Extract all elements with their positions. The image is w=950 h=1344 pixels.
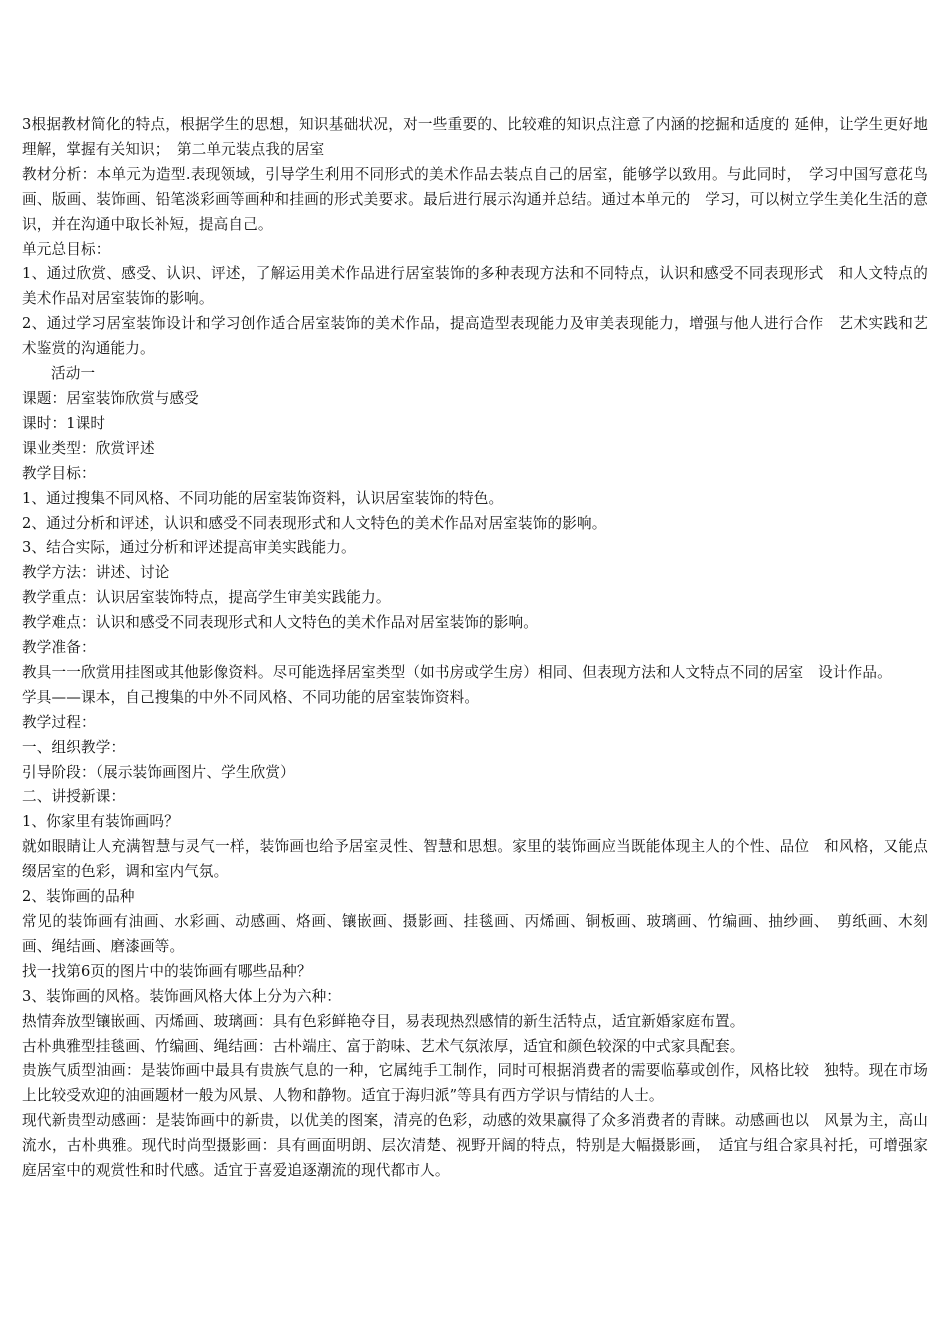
paragraph-decorative-painting-intro: 就如眼睛让人充满智慧与灵气一样，装饰画也给予居室灵性、智慧和思想。家里的装饰画应当既能体现主人的个性、品位 和风格，又能点缀居室的色彩，调和室内气氛。 [22, 838, 928, 881]
step-organize: 一、组织教学： [22, 738, 126, 756]
unit-goal-1: 1、通过欣赏、感受、认识、评述，了解运用美术作品进行居室装饰的多种表现方法和不同特点，认识和感受不同表现形式 和人文特点的美术作品对居室装饰的影响。 [22, 265, 928, 308]
teaching-goal-3: 3、结合实际，通过分析和评述提高审美实践能力。 [22, 539, 356, 557]
teaching-difficulty: 教学难点：认识和感受不同表现形式和人文特色的美术作品对居室装饰的影响。 [22, 614, 539, 632]
teaching-goal-2: 2、通过分析和评述，认识和感受不同表现形式和人文特色的美术作品对居室装饰的影响。 [22, 514, 607, 532]
question-find: 找一找第6页的图片中的装饰画有哪些品种？ [22, 962, 312, 980]
document-body [22, 113, 928, 1184]
heading-activity-one: 活动一 [51, 365, 96, 383]
step-lead-in: 引导阶段：（展示装饰画图片、学生欣赏） [22, 763, 295, 781]
style-noble: 贵族气质型油画：是装饰画中最具有贵族气息的一种，它属纯手工制作，同时可根据消费者的需要临摹或创作，风格比较 独特。现在市场上比较受欢迎的油画题材一般为风景、人物和静物。适宜于海归派”等具有西方学识与情结的人士。 [22, 1062, 928, 1105]
heading-painting-styles: 3、装饰画的风格。装饰画风格大体上分为六种： [22, 987, 342, 1005]
lesson-type: 课业类型：欣赏评述 [22, 439, 155, 457]
unit-goal-2: 2、通过学习居室装饰设计和学习创作适合居室装饰的美术作品，提高造型表现能力及审美表现能力，增强与他人进行合作 艺术实践和艺术鉴赏的沟通能力。 [22, 315, 928, 358]
style-passionate: 热情奔放型镶嵌画、丙烯画、玻璃画：具有色彩鲜艳夺目，易表现热烈感情的新生活特点，适宜新婚家庭布置。 [22, 1012, 745, 1030]
heading-teaching-prep: 教学准备： [22, 639, 96, 657]
teaching-focus: 教学重点：认识居室装饰特点，提高学生审美实践能力。 [22, 589, 391, 607]
teaching-goal-1: 1、通过搜集不同风格、不同功能的居室装饰资料，认识居室装饰的特色。 [22, 489, 504, 507]
heading-teaching-process: 教学过程： [22, 713, 96, 731]
style-modern: 现代新贵型动感画：是装饰画中的新贵，以优美的图案，清亮的色彩，动感的效果赢得了众多消费者的青睐。动感画也以 风景为主，高山流水，古朴典雅。现代时尚型摄影画：具有画面明朗、层次清楚、视野开阔的特点，特别是大幅摄影画， 适宜与组合家具衬托，可增强家庭居室中的观赏性和时代感。适宜于喜爱追逐潮流的现代都市人。 [22, 1112, 928, 1180]
style-classic: 古朴典雅型挂毯画、竹编画、绳结画：古朴端庄、富于韵味、艺术气氛浓厚，适宜和颜色较深的中式家具配套。 [22, 1037, 745, 1055]
paragraph-painting-types: 常见的装饰画有油画、水彩画、动感画、烙画、镶嵌画、摄影画、挂毯画、丙烯画、铜板画、玻璃画、竹编画、抽纱画、 剪纸画、木刻画、绳结画、磨漆画等。 [22, 913, 928, 955]
heading-teaching-goals: 教学目标： [22, 464, 96, 482]
student-materials: 学具——课本，自己搜集的中外不同风格、不同功能的居室装饰资料。 [22, 688, 480, 706]
lesson-hours: 课时：1课时 [22, 414, 106, 432]
question-1: 1、你家里有装饰画吗？ [22, 813, 179, 831]
heading-painting-types: 2、装饰画的品种 [22, 888, 135, 906]
lesson-topic: 课题：居室装饰欣赏与感受 [22, 389, 199, 407]
teaching-method: 教学方法：讲述、讨论 [22, 564, 170, 582]
paragraph-intro: 3根据教材简化的特点，根据学生的思想，知识基础状况，对一些重要的、比较难的知识点注意了内涵的挖掘和适度的 延伸，让学生更好地理解，掌握有关知识； 第二单元装点我的居室 [22, 116, 928, 158]
paragraph-material-analysis: 教材分析：本单元为造型.表现领域，引导学生利用不同形式的美术作品去装点自己的居室，能够学以致用。与此同时， 学习中国写意花鸟画、版画、装饰画、铅笔淡彩画等画种和挂画的形式美要求。最后进行展示沟通并总结。通过本单元的 学习，可以树立学生美化生活的意识，并在沟通中取长补短，提高自己。 [22, 165, 928, 233]
teaching-aids: 教具一一欣赏用挂图或其他影像资料。尽可能选择居室类型（如书房或学生房）相同、但表现方法和人文特点不同的居室 设计作品。 [22, 663, 892, 681]
heading-unit-goals: 单元总目标： [22, 240, 111, 258]
step-new-lesson: 二、讲授新课： [22, 788, 126, 806]
